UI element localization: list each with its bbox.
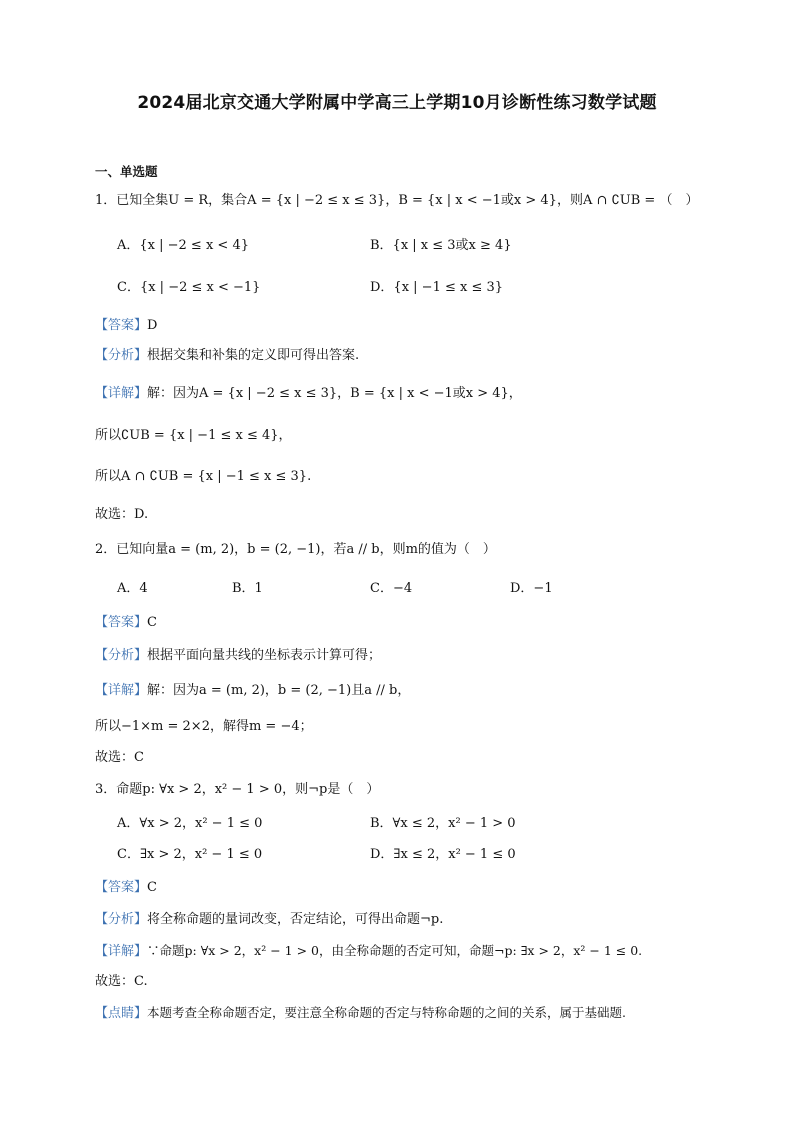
q2-option-b: B．1 — [232, 581, 263, 596]
q3-option-c: C．∃x > 2，x² − 1 ≤ 0 — [117, 847, 263, 862]
q2-stem: 2．已知向量a = (m, 2)，b = (2, −1)，若a // b，则m的值为（ ） — [95, 542, 496, 557]
q1-detail-line — [95, 385, 522, 403]
q3-comment: 本题考查全称命题否定，要注意全称命题的否定与特称命题的之间的关系，属于基础题. — [147, 1005, 626, 1020]
q3-answer: C — [147, 880, 157, 895]
q1-option-b: B．{x | x ≤ 3或x ≥ 4} — [370, 238, 512, 253]
q1-stem: 1．已知全集U = R，集合A = {x | −2 ≤ x ≤ 3}，B = {x | x < −1或x > 4}，则A ∩ ∁UB = （ ） — [95, 193, 699, 208]
q3-analysis-line — [95, 911, 443, 929]
q1-step-1: 所以∁UB = {x | −1 ≤ x ≤ 4}， — [95, 428, 292, 443]
q1-answer: D — [147, 318, 158, 333]
answer-tag: 【答案】 — [95, 318, 148, 333]
q3-detail: ∵命题p: ∀x > 2，x² − 1 > 0，由全称命题的否定可知，命题¬p: ∃x > 2，x² − 1 ≤ 0. — [147, 943, 643, 958]
q2-option-d: D．−1 — [510, 581, 553, 596]
comment-tag: 【点睛】 — [95, 1006, 148, 1021]
q1-detail: 解：因为A = {x | −2 ≤ x ≤ 3}，B = {x | x < −1或x > 4}， — [147, 386, 522, 401]
q1-answer-line — [95, 317, 157, 335]
q3-choose: 故选：C. — [95, 974, 148, 989]
q2-detail: 解：因为a = (m, 2)，b = (2, −1)且a // b， — [147, 683, 411, 698]
page-title: 2024届北京交通大学附属中学高三上学期10月诊断性练习数学试题 — [137, 93, 657, 113]
q2-detail-line — [95, 682, 410, 700]
q2-step-1: 所以−1×m = 2×2，解得m = −4； — [95, 719, 313, 734]
q2-analysis-line — [95, 647, 381, 665]
q1-analysis: 根据交集和补集的定义即可得出答案. — [147, 348, 360, 363]
q2-answer: C — [147, 615, 157, 630]
q3-detail-line — [95, 942, 642, 961]
q1-analysis-line — [95, 347, 359, 365]
q1-option-c: C．{x | −2 ≤ x < −1} — [117, 280, 261, 295]
answer-tag: 【答案】 — [95, 880, 148, 895]
section-heading: 一、单选题 — [95, 164, 158, 179]
q1-step-2: 所以A ∩ ∁UB = {x | −1 ≤ x ≤ 3}. — [95, 469, 312, 484]
q3-option-a: A．∀x > 2，x² − 1 ≤ 0 — [117, 816, 263, 831]
analysis-tag: 【分析】 — [95, 648, 148, 663]
analysis-tag: 【分析】 — [95, 912, 148, 927]
q1-choose: 故选：D. — [95, 507, 149, 522]
q2-option-a: A．4 — [117, 581, 148, 596]
detail-tag: 【详解】 — [95, 683, 148, 698]
q3-comment-line — [95, 1004, 626, 1023]
q3-option-d: D．∃x ≤ 2，x² − 1 ≤ 0 — [370, 847, 516, 862]
analysis-tag: 【分析】 — [95, 348, 148, 363]
q3-stem: 3．命题p: ∀x > 2，x² − 1 > 0，则¬p是（ ） — [95, 782, 380, 797]
q3-analysis: 将全称命题的量词改变，否定结论，可得出命题¬p. — [147, 912, 444, 927]
q2-answer-line — [95, 614, 157, 632]
q2-choose: 故选：C — [95, 750, 144, 765]
detail-tag: 【详解】 — [95, 944, 148, 959]
q3-option-b: B．∀x ≤ 2，x² − 1 > 0 — [370, 816, 516, 831]
q1-option-a: A．{x | −2 ≤ x < 4} — [117, 238, 249, 253]
answer-tag: 【答案】 — [95, 615, 148, 630]
q2-analysis: 根据平面向量共线的坐标表示计算可得； — [147, 648, 382, 663]
q1-option-d: D．{x | −1 ≤ x ≤ 3} — [370, 280, 504, 295]
q3-answer-line — [95, 879, 157, 897]
q2-option-c: C．−4 — [370, 581, 413, 596]
detail-tag: 【详解】 — [95, 386, 148, 401]
